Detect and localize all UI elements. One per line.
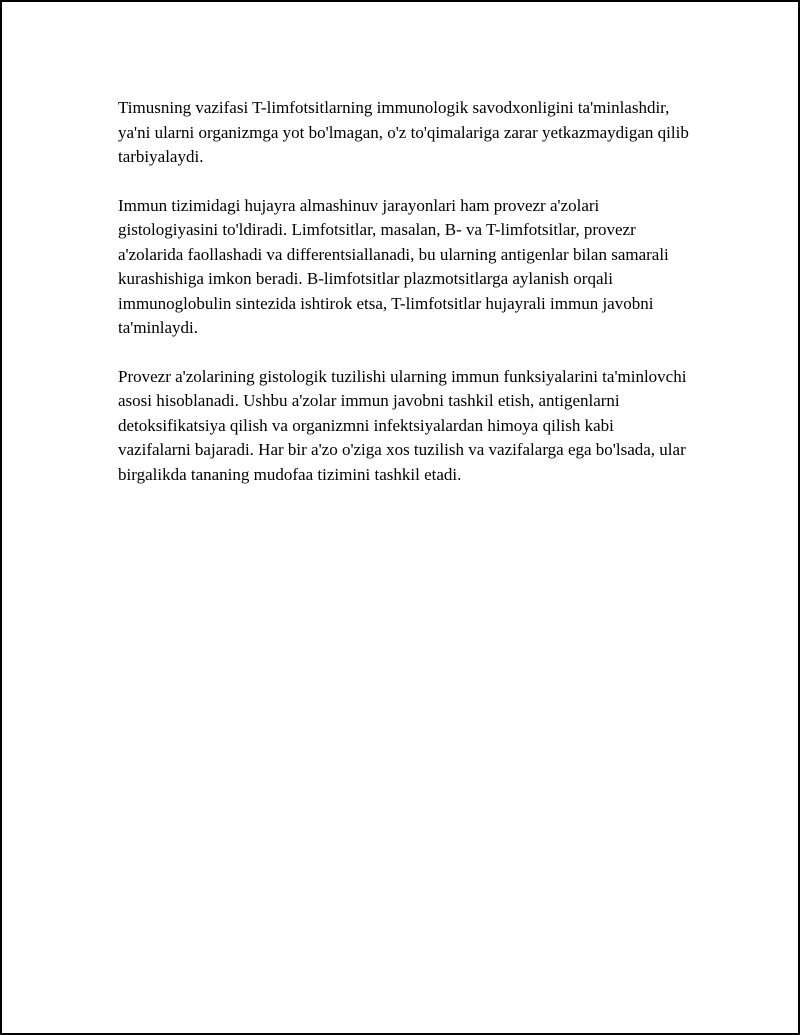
paragraph-immune-cell-exchange: Immun tizimidagi hujayra almashinuv jarayonlari ham provezr a'zolari gistologiyasini to'ldiradi. Limfotsitlar, masalan, B- va T-limfotsitlar, provezr a'zolarida faollashadi va differentsiallanadi, bu ularning antigenlar bilan samarali kurashishiga imkon beradi. B-limfotsitlar plazmotsitlarga aylanish orqali immunoglobulin sintezida ishtirok etsa, T-limfotsitlar hujayrali immun javobni ta'minlaydi. [118,195,669,337]
document-body [118,96,690,511]
paragraph-thymus-function: Timusning vazifasi T-limfotsitlarning immunologik savodxonligini ta'minlashdir, ya'ni ularni organizmga yot bo'lmagan, o'z to'qimalariga zarar yetkazmaydigan qilib tarbiyalaydi. [118,98,689,166]
paragraph-histological-structure: Provezr a'zolarining gistologik tuzilishi ularning immun funksiyalarini ta'minlovchi asosi hisoblanadi. Ushbu a'zolar immun javobni tashkil etish, antigenlarni detoksifikatsiya qilish va organizmni infektsiyalardan himoya qilish kabi vazifalarni bajaradi. Har bir a'zo o'ziga xos tuzilish va vazifalarga ega bo'lsada, ular birgalikda tananing mudofaa tizimini tashkil etadi. [118,366,687,484]
